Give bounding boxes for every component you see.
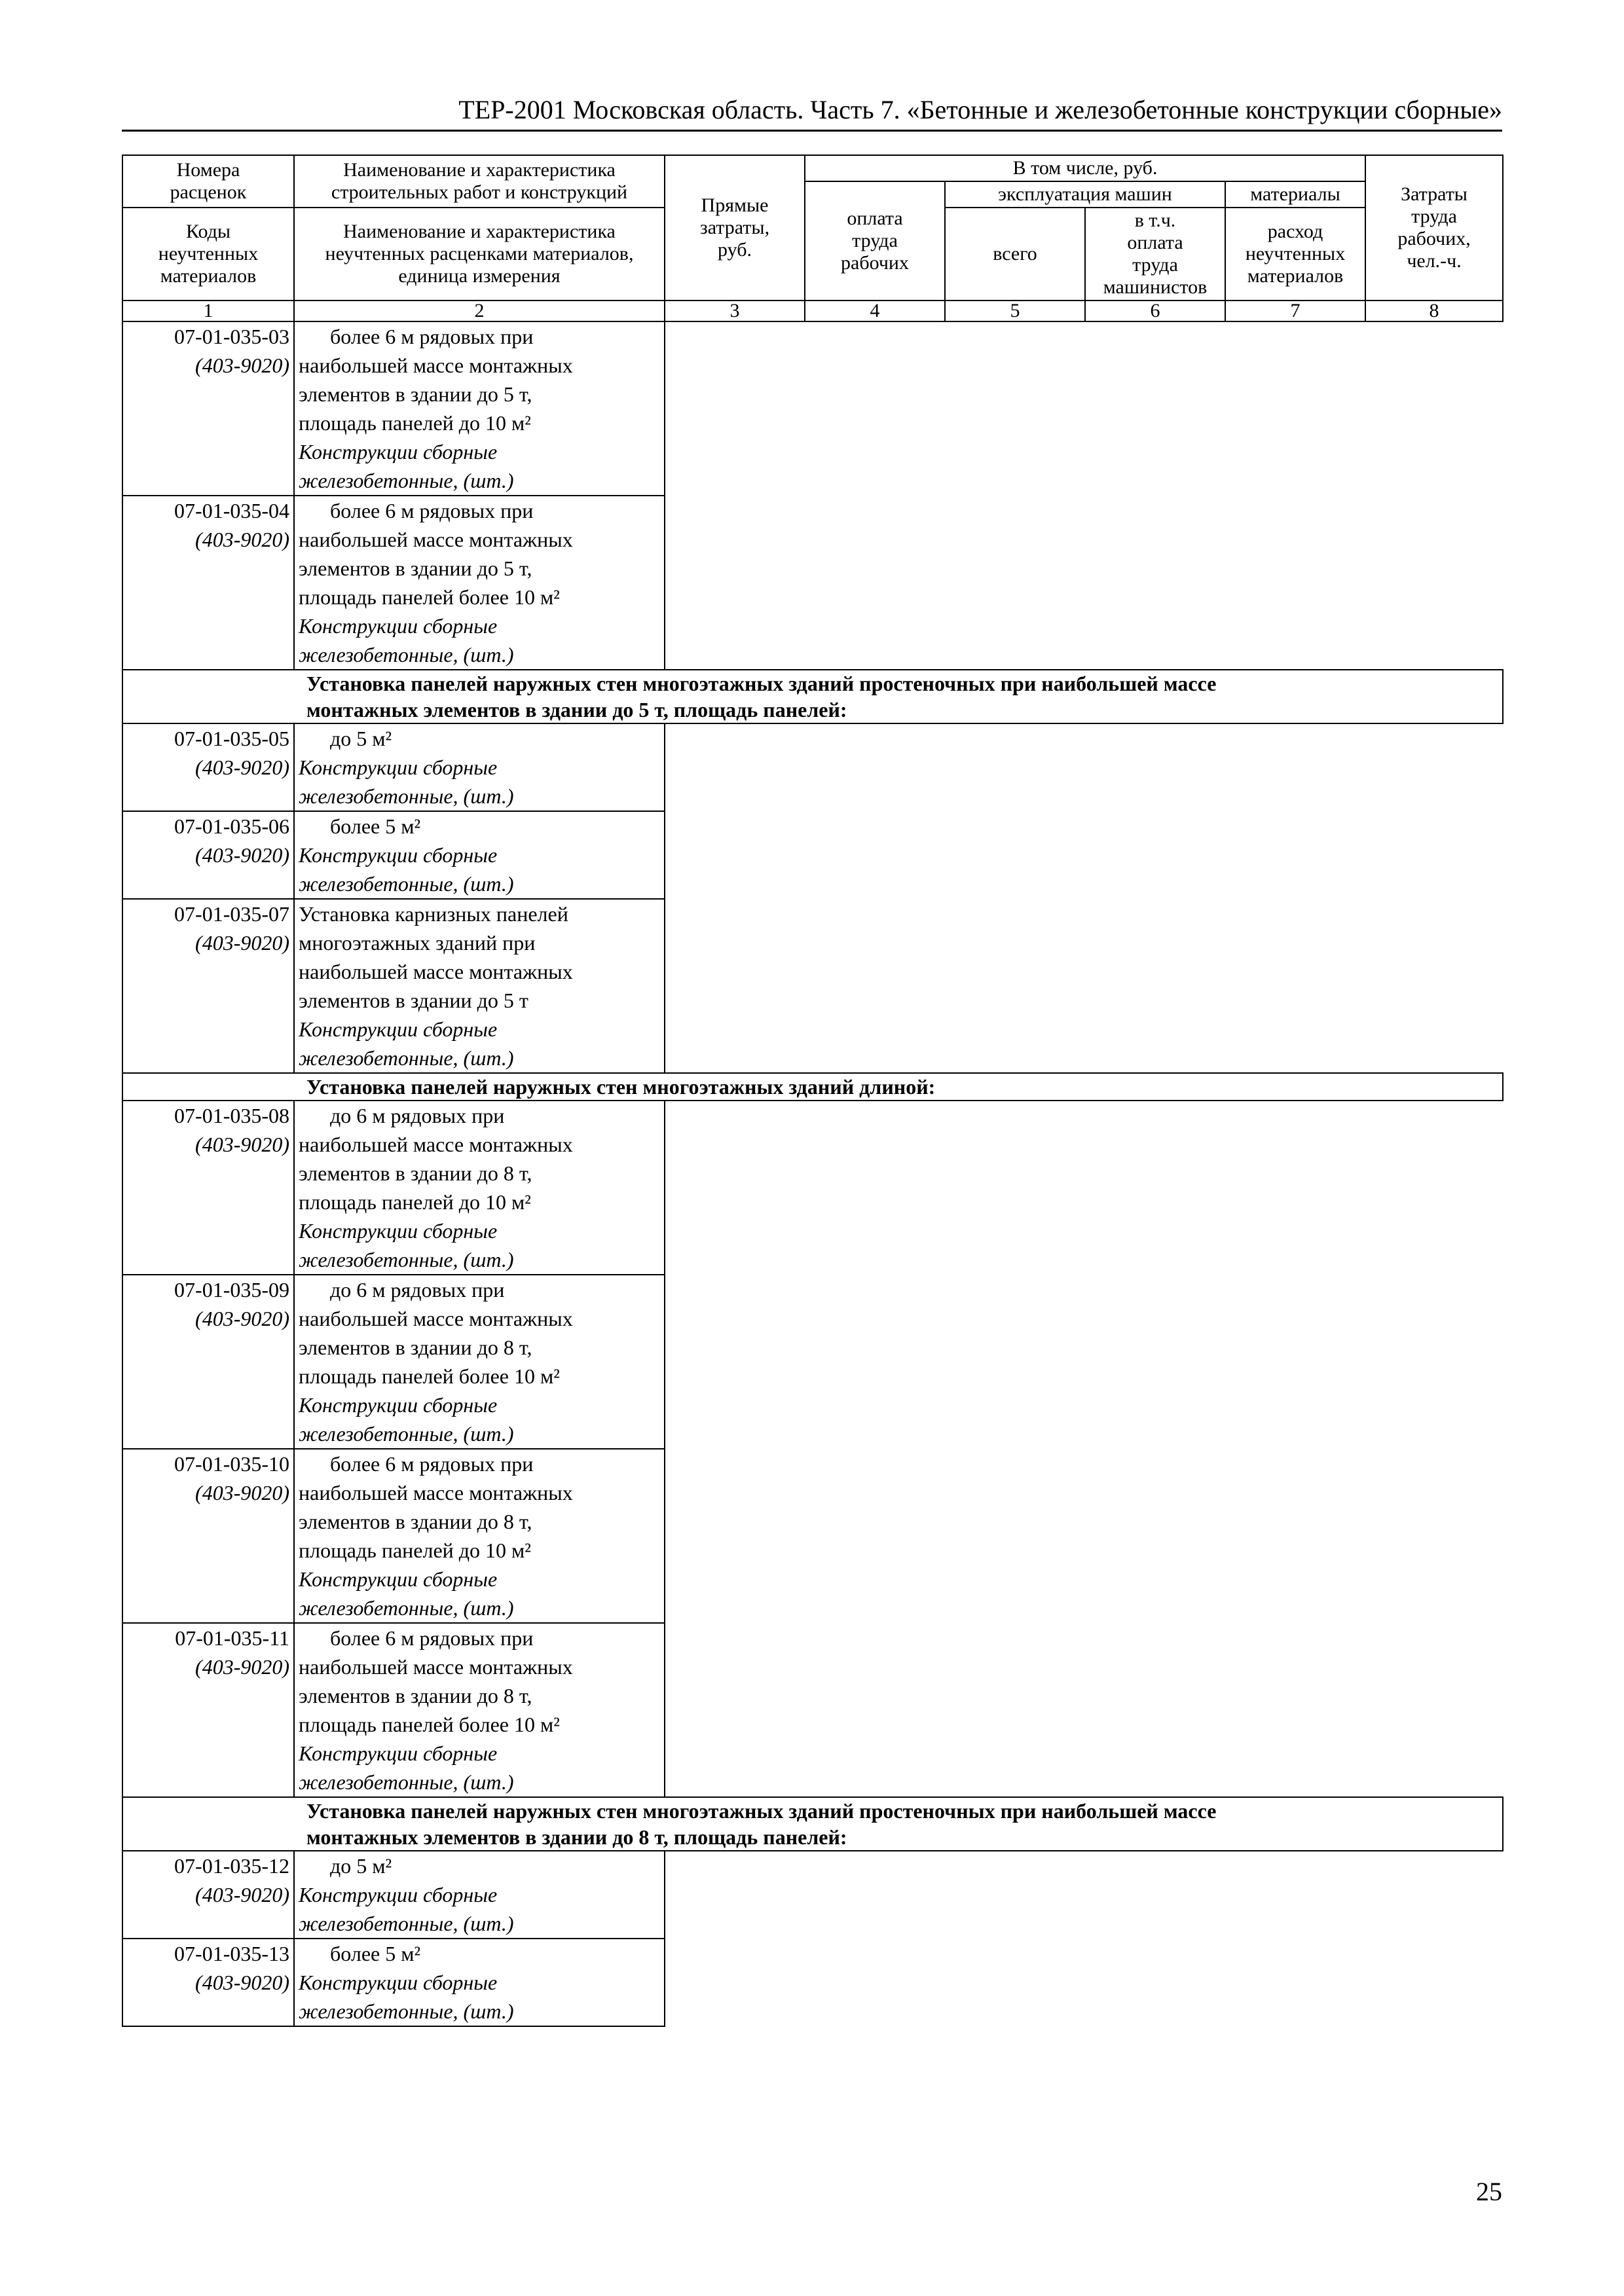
material-description-line: Конструкции сборные	[299, 1393, 498, 1417]
header-including: В том числе, руб.	[805, 155, 1365, 181]
rate-description-line: наибольшей массе монтажных	[299, 1655, 573, 1679]
rate-description-line: Установка карнизных панелей	[299, 902, 568, 926]
rate-description-line: площадь панелей до 10 м²	[299, 1190, 531, 1214]
rate-description-cell	[294, 321, 665, 496]
rate-description-line: площадь панелей до 10 м²	[299, 411, 531, 435]
rate-description-line: более 6 м рядовых при	[330, 499, 534, 522]
rate-description-line: более 5 м²	[330, 1942, 421, 1965]
rate-row	[122, 1939, 1503, 2026]
rate-row	[122, 321, 1503, 496]
material-description-line: железобетонные, (шт.)	[299, 1422, 514, 1446]
rate-code: 07-01-035-05	[174, 727, 289, 750]
material-code: (403-9020)	[195, 931, 289, 955]
rate-code-cell	[122, 1623, 294, 1797]
material-description-line: Конструкции сборные	[299, 756, 498, 779]
material-description-line: Конструкции сборные	[299, 440, 498, 464]
rate-code: 07-01-035-11	[175, 1626, 289, 1650]
material-description-line: Конструкции сборные	[299, 1017, 498, 1041]
rate-description-cell	[294, 1449, 665, 1623]
rate-description-line: элементов в здании до 8 т,	[299, 1684, 532, 1707]
rate-description-cell	[294, 1623, 665, 1797]
rate-description-line: элементов в здании до 8 т,	[299, 1161, 532, 1185]
section-heading-line: Установка панелей наружных стен многоэтажных зданий простеночных при наибольшей массе	[306, 672, 1217, 695]
material-code: (403-9020)	[195, 1655, 289, 1679]
rate-code-cell	[122, 1851, 294, 1939]
section-heading-line: монтажных элементов в здании до 5 т, площадь панелей:	[306, 698, 847, 721]
rate-code-cell	[122, 321, 294, 496]
section-heading	[122, 670, 1503, 723]
header-worker-pay: оплата труда рабочих	[805, 181, 945, 301]
material-code: (403-9020)	[195, 1133, 289, 1156]
rate-row	[122, 1449, 1503, 1623]
rate-row	[122, 1851, 1503, 1939]
material-description-line: железобетонные, (шт.)	[299, 1912, 514, 1935]
rate-row	[122, 1623, 1503, 1797]
rate-description-line: площадь панелей до 10 м²	[299, 1539, 531, 1562]
rate-description-line: элементов в здании до 5 т	[299, 989, 528, 1012]
rate-row	[122, 723, 1503, 811]
column-number: 6	[1085, 301, 1225, 321]
rate-description-line: до 5 м²	[330, 727, 392, 750]
section-heading-line: монтажных элементов в здании до 8 т, площадь панелей:	[306, 1825, 847, 1849]
rate-description-line: наибольшей массе монтажных	[299, 1307, 573, 1330]
rate-code-cell	[122, 723, 294, 811]
rate-description-line: многоэтажных зданий при	[299, 931, 536, 955]
column-number: 8	[1365, 301, 1503, 321]
column-number: 1	[122, 301, 294, 321]
material-description-line: Конструкции сборные	[299, 614, 498, 638]
section-heading-line: Установка панелей наружных стен многоэтажных зданий простеночных при наибольшей массе	[306, 1799, 1217, 1823]
rate-code: 07-01-035-13	[174, 1942, 289, 1965]
section-heading	[122, 1073, 1503, 1101]
column-numbers-row	[122, 301, 1503, 321]
column-number: 2	[294, 301, 665, 321]
material-code: (403-9020)	[195, 1481, 289, 1504]
rate-description-line: элементов в здании до 8 т,	[299, 1336, 532, 1359]
header-machines-total: всего	[945, 208, 1085, 301]
header-material-name: Наименование и характеристика неучтенных расценками материалов, единица измерения	[294, 208, 665, 301]
rate-description-line: наибольшей массе монтажных	[299, 1481, 573, 1504]
section-heading	[122, 1797, 1503, 1851]
rate-description-cell	[294, 899, 665, 1073]
rate-code: 07-01-035-10	[174, 1452, 289, 1476]
rate-description-line: наибольшей массе монтажных	[299, 960, 573, 983]
rates-table	[122, 155, 1504, 2027]
column-number: 7	[1225, 301, 1365, 321]
material-code: (403-9020)	[195, 1883, 289, 1906]
material-description-line: железобетонные, (шт.)	[299, 1770, 514, 1794]
rate-description-cell	[294, 723, 665, 811]
rate-description-line: площадь панелей более 10 м²	[299, 1364, 560, 1388]
rate-description-cell	[294, 1101, 665, 1275]
rate-description-line: более 6 м рядовых при	[330, 325, 534, 348]
header-labor-costs: Затраты труда рабочих, чел.-ч.	[1365, 155, 1503, 301]
rate-description-line: наибольшей массе монтажных	[299, 1133, 573, 1156]
rate-description-line: площадь панелей более 10 м²	[299, 585, 560, 609]
rate-row	[122, 1275, 1503, 1449]
section-heading-line: Установка панелей наружных стен многоэтажных зданий длиной:	[306, 1075, 936, 1099]
section-heading-row	[122, 1073, 1503, 1101]
rate-code-cell	[122, 1275, 294, 1449]
material-code: (403-9020)	[195, 354, 289, 377]
rate-row	[122, 1101, 1503, 1275]
rate-description-line: площадь панелей более 10 м²	[299, 1713, 560, 1736]
material-description-line: Конструкции сборные	[299, 1971, 498, 1994]
rate-description-line: до 6 м рядовых при	[330, 1104, 505, 1127]
rate-description-line: более 6 м рядовых при	[330, 1452, 534, 1476]
header-material-consumption: расход неучтенных материалов	[1225, 208, 1365, 301]
rate-description-line: элементов в здании до 5 т,	[299, 556, 532, 580]
table-header	[122, 155, 1503, 321]
header-machines: эксплуатация машин	[945, 181, 1225, 208]
material-code: (403-9020)	[195, 843, 289, 867]
rate-description-cell	[294, 811, 665, 899]
material-description-line: Конструкции сборные	[299, 1567, 498, 1591]
material-code: (403-9020)	[195, 1971, 289, 1994]
material-description-line: железобетонные, (шт.)	[299, 469, 514, 492]
rate-code-cell	[122, 899, 294, 1073]
rate-code: 07-01-035-12	[174, 1854, 289, 1878]
material-description-line: железобетонные, (шт.)	[299, 872, 514, 896]
rate-code: 07-01-035-08	[174, 1104, 289, 1127]
rate-description-cell	[294, 1939, 665, 2026]
material-description-line: Конструкции сборные	[299, 1883, 498, 1906]
rate-description-line: наибольшей массе монтажных	[299, 528, 573, 551]
running-header: ТЕР-2001 Московская область. Часть 7. «Бетонные и железобетонные конструкции сборные»	[458, 95, 1502, 124]
header-rule	[122, 130, 1502, 132]
rate-row	[122, 496, 1503, 670]
rate-description-line: наибольшей массе монтажных	[299, 354, 573, 377]
material-description-line: железобетонные, (шт.)	[299, 643, 514, 666]
material-code: (403-9020)	[195, 1307, 289, 1330]
material-description-line: железобетонные, (шт.)	[299, 1999, 514, 2023]
rate-code: 07-01-035-04	[174, 499, 289, 522]
material-description-line: железобетонные, (шт.)	[299, 784, 514, 808]
material-description-line: Конструкции сборные	[299, 843, 498, 867]
column-number: 3	[665, 301, 805, 321]
rate-code: 07-01-035-06	[174, 814, 289, 838]
header-materials: материалы	[1225, 181, 1365, 208]
rate-description-line: более 5 м²	[330, 814, 421, 838]
column-number: 5	[945, 301, 1085, 321]
rate-code-cell	[122, 1101, 294, 1275]
rate-code-cell	[122, 811, 294, 899]
header-work-name: Наименование и характеристика строительных работ и конструкций	[294, 155, 665, 208]
rate-code: 07-01-035-09	[174, 1278, 289, 1302]
rate-description-cell	[294, 1851, 665, 1939]
page-number: 25	[1476, 2177, 1502, 2206]
rate-description-line: элементов в здании до 5 т,	[299, 382, 532, 406]
rate-description-cell	[294, 1275, 665, 1449]
material-code: (403-9020)	[195, 528, 289, 551]
table-body	[122, 321, 1503, 2026]
rate-row	[122, 811, 1503, 899]
material-description-line: Конструкции сборные	[299, 1219, 498, 1243]
header-material-codes: Коды неучтенных материалов	[122, 208, 294, 301]
material-description-line: железобетонные, (шт.)	[299, 1596, 514, 1620]
rate-description-line: более 6 м рядовых при	[330, 1626, 534, 1650]
rate-row	[122, 899, 1503, 1073]
material-description-line: Конструкции сборные	[299, 1741, 498, 1765]
header-direct-costs: Прямые затраты, руб.	[665, 155, 805, 301]
rate-code-cell	[122, 1939, 294, 2026]
header-rate-numbers: Номера расценок	[122, 155, 294, 208]
rate-code: 07-01-035-03	[174, 325, 289, 348]
material-code: (403-9020)	[195, 756, 289, 779]
column-number: 4	[805, 301, 945, 321]
rate-description-line: элементов в здании до 8 т,	[299, 1510, 532, 1533]
section-heading-row	[122, 670, 1503, 723]
rate-code: 07-01-035-07	[174, 902, 289, 926]
rate-description-line: до 5 м²	[330, 1854, 392, 1878]
section-heading-row	[122, 1797, 1503, 1851]
material-description-line: железобетонные, (шт.)	[299, 1046, 514, 1070]
header-machinist-pay: в т.ч. оплата труда машинистов	[1085, 208, 1225, 301]
rate-description-cell	[294, 496, 665, 670]
material-description-line: железобетонные, (шт.)	[299, 1248, 514, 1271]
rate-description-line: до 6 м рядовых при	[330, 1278, 505, 1302]
rate-code-cell	[122, 496, 294, 670]
rate-code-cell	[122, 1449, 294, 1623]
